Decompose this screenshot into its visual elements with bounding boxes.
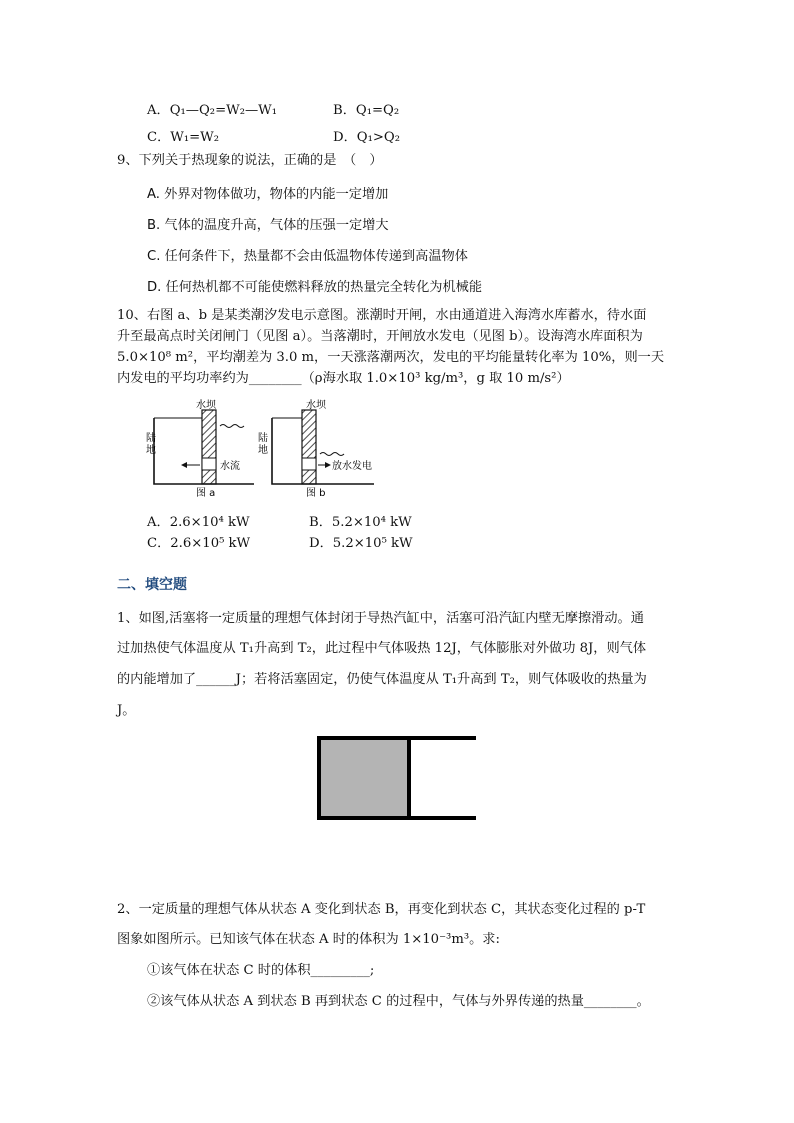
figure-b-arrowhead — [325, 462, 331, 468]
q10-option-a: A．2.6×10⁴ kW — [147, 515, 250, 530]
figure-a-caption: 图 a — [196, 488, 216, 499]
gas-region — [319, 738, 409, 818]
q8-option-c: C．W₁=W₂ — [147, 130, 220, 145]
figure-b-caption: 图 b — [306, 488, 326, 499]
figure-b-dam-label: 水坝 — [306, 400, 326, 411]
q10-option-c: C．2.6×10⁵ kW — [147, 536, 251, 551]
figure-b-land-char-1: 陆 — [258, 433, 268, 444]
figure-b-sea-wave — [320, 453, 344, 456]
q10-option-d: D．5.2×10⁵ kW — [309, 536, 413, 551]
q8-option-a: A．Q₁—Q₂=W₂—W₁ — [147, 103, 278, 118]
figure-a-dam-label: 水坝 — [196, 400, 216, 411]
tidal-figures — [140, 398, 400, 502]
fill1-line-2: 过加热使气体温度从 T₁升高到 T₂，此过程中气体吸热 12J，气体膨胀对外做功 8J，则气体 — [117, 641, 647, 656]
fill2-line-1: 2、一定质量的理想气体从状态 A 变化到状态 B，再变化到状态 C，其状态变化过程的 p-T — [117, 902, 646, 917]
fill2-line-2: 图象如图所示。已知该气体在状态 A 时的体积为 1×10⁻³m³。求: — [117, 932, 500, 947]
q9-option-b: B. 气体的温度升高，气体的压强一定增大 — [147, 218, 389, 233]
cylinder-figure — [316, 735, 478, 821]
q9-stem: 9、下列关于热现象的说法，正确的是 （ ） — [117, 153, 383, 168]
figure-a-sea-wave — [220, 425, 244, 428]
fill1-line-1: 1、如图,活塞将一定质量的理想气体封闭于导热汽缸中，活塞可沿汽缸内壁无摩擦滑动。通 — [117, 611, 644, 626]
figure-b-dam — [302, 410, 316, 484]
q9-option-c: C. 任何条件下，热量都不会由低温物体传递到高温物体 — [147, 249, 468, 264]
q8-option-b: B．Q₁=Q₂ — [333, 103, 400, 118]
figure-a-land-label — [146, 431, 156, 456]
figure-a-flow-label: 水流 — [220, 461, 240, 472]
figure-a — [146, 398, 254, 499]
fill1-line-3: 的内能增加了______J；若将活塞固定，仍使气体温度从 T₁升高到 T₂，则气体吸收的热量为 — [117, 672, 647, 687]
figure-a-dam — [202, 410, 216, 484]
fill2-sub-2: ②该气体从状态 A 到状态 B 再到状态 C 的过程中，气体与外界传递的热量________。 — [147, 994, 650, 1009]
figure-a-arrowhead — [181, 462, 187, 468]
section-title-fill-in: 二、填空题 — [117, 577, 187, 593]
q8-option-d: D．Q₁>Q₂ — [333, 130, 401, 145]
figure-a-land-char-1: 陆 — [146, 433, 156, 444]
figure-b-flow-label: 放水发电 — [332, 461, 372, 472]
figure-a-gate — [202, 458, 216, 470]
figure-a-land-char-2: 地 — [146, 445, 156, 456]
figure-b-land-char-2: 地 — [258, 445, 268, 456]
q9-option-a: A. 外界对物体做功，物体的内能一定增加 — [147, 187, 389, 202]
figure-b-basin — [272, 418, 374, 484]
q10-line-1: 10、右图 a、b 是某类潮汐发电示意图。涨潮时开闸，水由通道进入海湾水库蓄水，待水面 — [117, 308, 647, 323]
figure-b — [258, 398, 374, 499]
q10-line-2: 升至最高点时关闭闸门（见图 a）。当落潮时，开闸放水发电（见图 b）。设海湾水库面积为 — [117, 329, 643, 344]
fill2-sub-1: ①该气体在状态 C 时的体积_________; — [147, 963, 375, 978]
figure-b-gate — [302, 458, 316, 470]
q9-option-d: D. 任何热机都不可能使燃料释放的热量完全转化为机械能 — [147, 280, 483, 295]
q10-line-4: 内发电的平均功率约为________（ρ海水取 1.0×10³ kg/m³，g 取 10 m/s²） — [117, 371, 570, 386]
figure-b-land-label — [258, 431, 268, 456]
q10-line-3: 5.0×10⁸ m²，平均潮差为 3.0 m，一天涨落潮两次，发电的平均能量转化率为 10%，则一天 — [117, 350, 665, 365]
fill1-line-4: J。 — [117, 703, 136, 718]
q10-option-b: B．5.2×10⁴ kW — [309, 515, 412, 530]
